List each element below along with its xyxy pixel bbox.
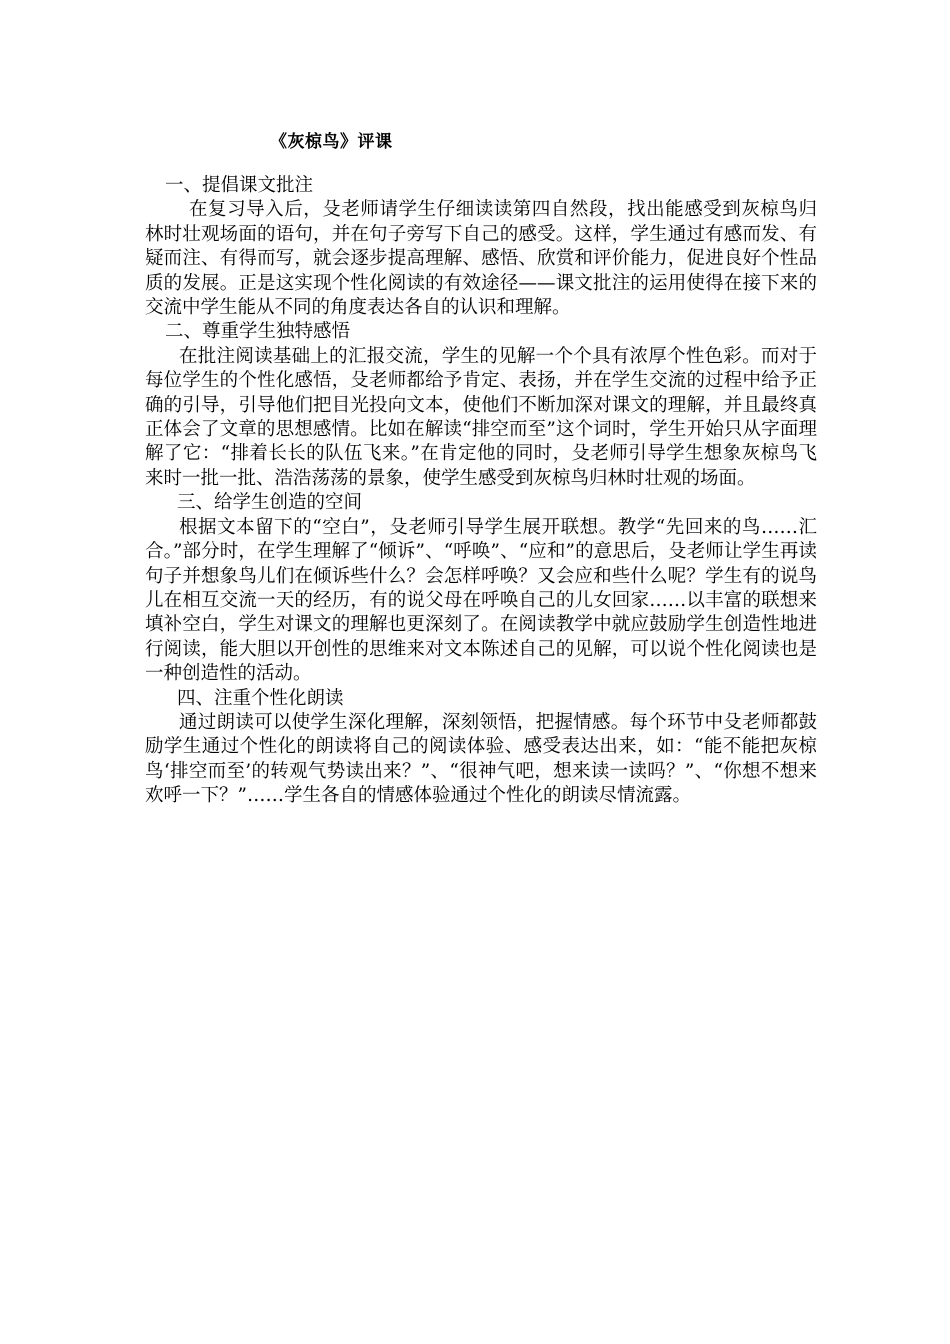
section-heading: 二、尊重学生独特感悟 bbox=[165, 321, 351, 343]
section-heading: 三、给学生创造的空间 bbox=[177, 492, 363, 514]
section-heading: 一、提倡课文批注 bbox=[165, 175, 314, 196]
section-paragraph: 通过朗读可以使学生深化理解，深刻领悟，把握情感。每个环节中殳老师都鼓励学生通过个性化的朗读将自己的阅读体验、感受表达出来，如：“能不能把灰椋鸟‘排空而至’的转观气势读出来？”、“很神气吧，想来读一读吗？”、“你想不想来欢呼一下？”……学生各自的情感体验通过个性化的朗读尽情流露。 bbox=[145, 711, 817, 807]
document-body bbox=[145, 174, 817, 809]
section-paragraph: 根据文本留下的“空白”，殳老师引导学生展开联想。教学“先回来的鸟……汇合。”部分时，在学生理解了“倾诉”、“呼唤”、“应和”的意思后，殳老师让学生再读句子并想象鸟儿们在倾诉些什么？会怎样呼唤？又会应和些什么呢？学生有的说鸟儿在相互交流一天的经历，有的说父母在呼唤自己的儿女回家……以丰富的联想来填补空白，学生对课文的理解也更深刻了。在阅读教学中就应鼓励学生创造性地进行阅读，能大胆以开创性的思维来对文本陈述自己的见解，可以说个性化阅读也是一种创造性的活动。 bbox=[145, 516, 817, 685]
document-title: 《灰椋鸟》评课 bbox=[270, 132, 393, 152]
section-paragraph: 在复习导入后，殳老师请学生仔细读读第四自然段，找出能感受到灰椋鸟归林时壮观场面的语句，并在句子旁写下自己的感受。这样，学生通过有感而发、有疑而注、有得而写，就会逐步提高理解、感悟、欣赏和评价能力，促进良好个性品质的发展。正是这实现个性化阅读的有效途径——课文批注的运用使得在接下来的交流中学生能从不同的角度表达各自的认识和理解。 bbox=[145, 199, 817, 319]
section-heading: 四、注重个性化朗读 bbox=[177, 687, 344, 709]
section-paragraph: 在批注阅读基础上的汇报交流，学生的见解一个个具有浓厚个性色彩。而对于每位学生的个性化感悟，殳老师都给予肯定、表扬，并在学生交流的过程中给予正确的引导，引导他们把目光投向文本，使他们不断加深对课文的理解，并且最终真正体会了文章的思想感情。比如在解读“排空而至”这个词时，学生开始只从字面理解了它：“排着长长的队伍飞来。”在肯定他的同时，殳老师引导学生想象灰椋鸟飞来时一批一批、浩浩荡荡的景象，使学生感受到灰椋鸟归林时壮观的场面。 bbox=[145, 345, 817, 489]
